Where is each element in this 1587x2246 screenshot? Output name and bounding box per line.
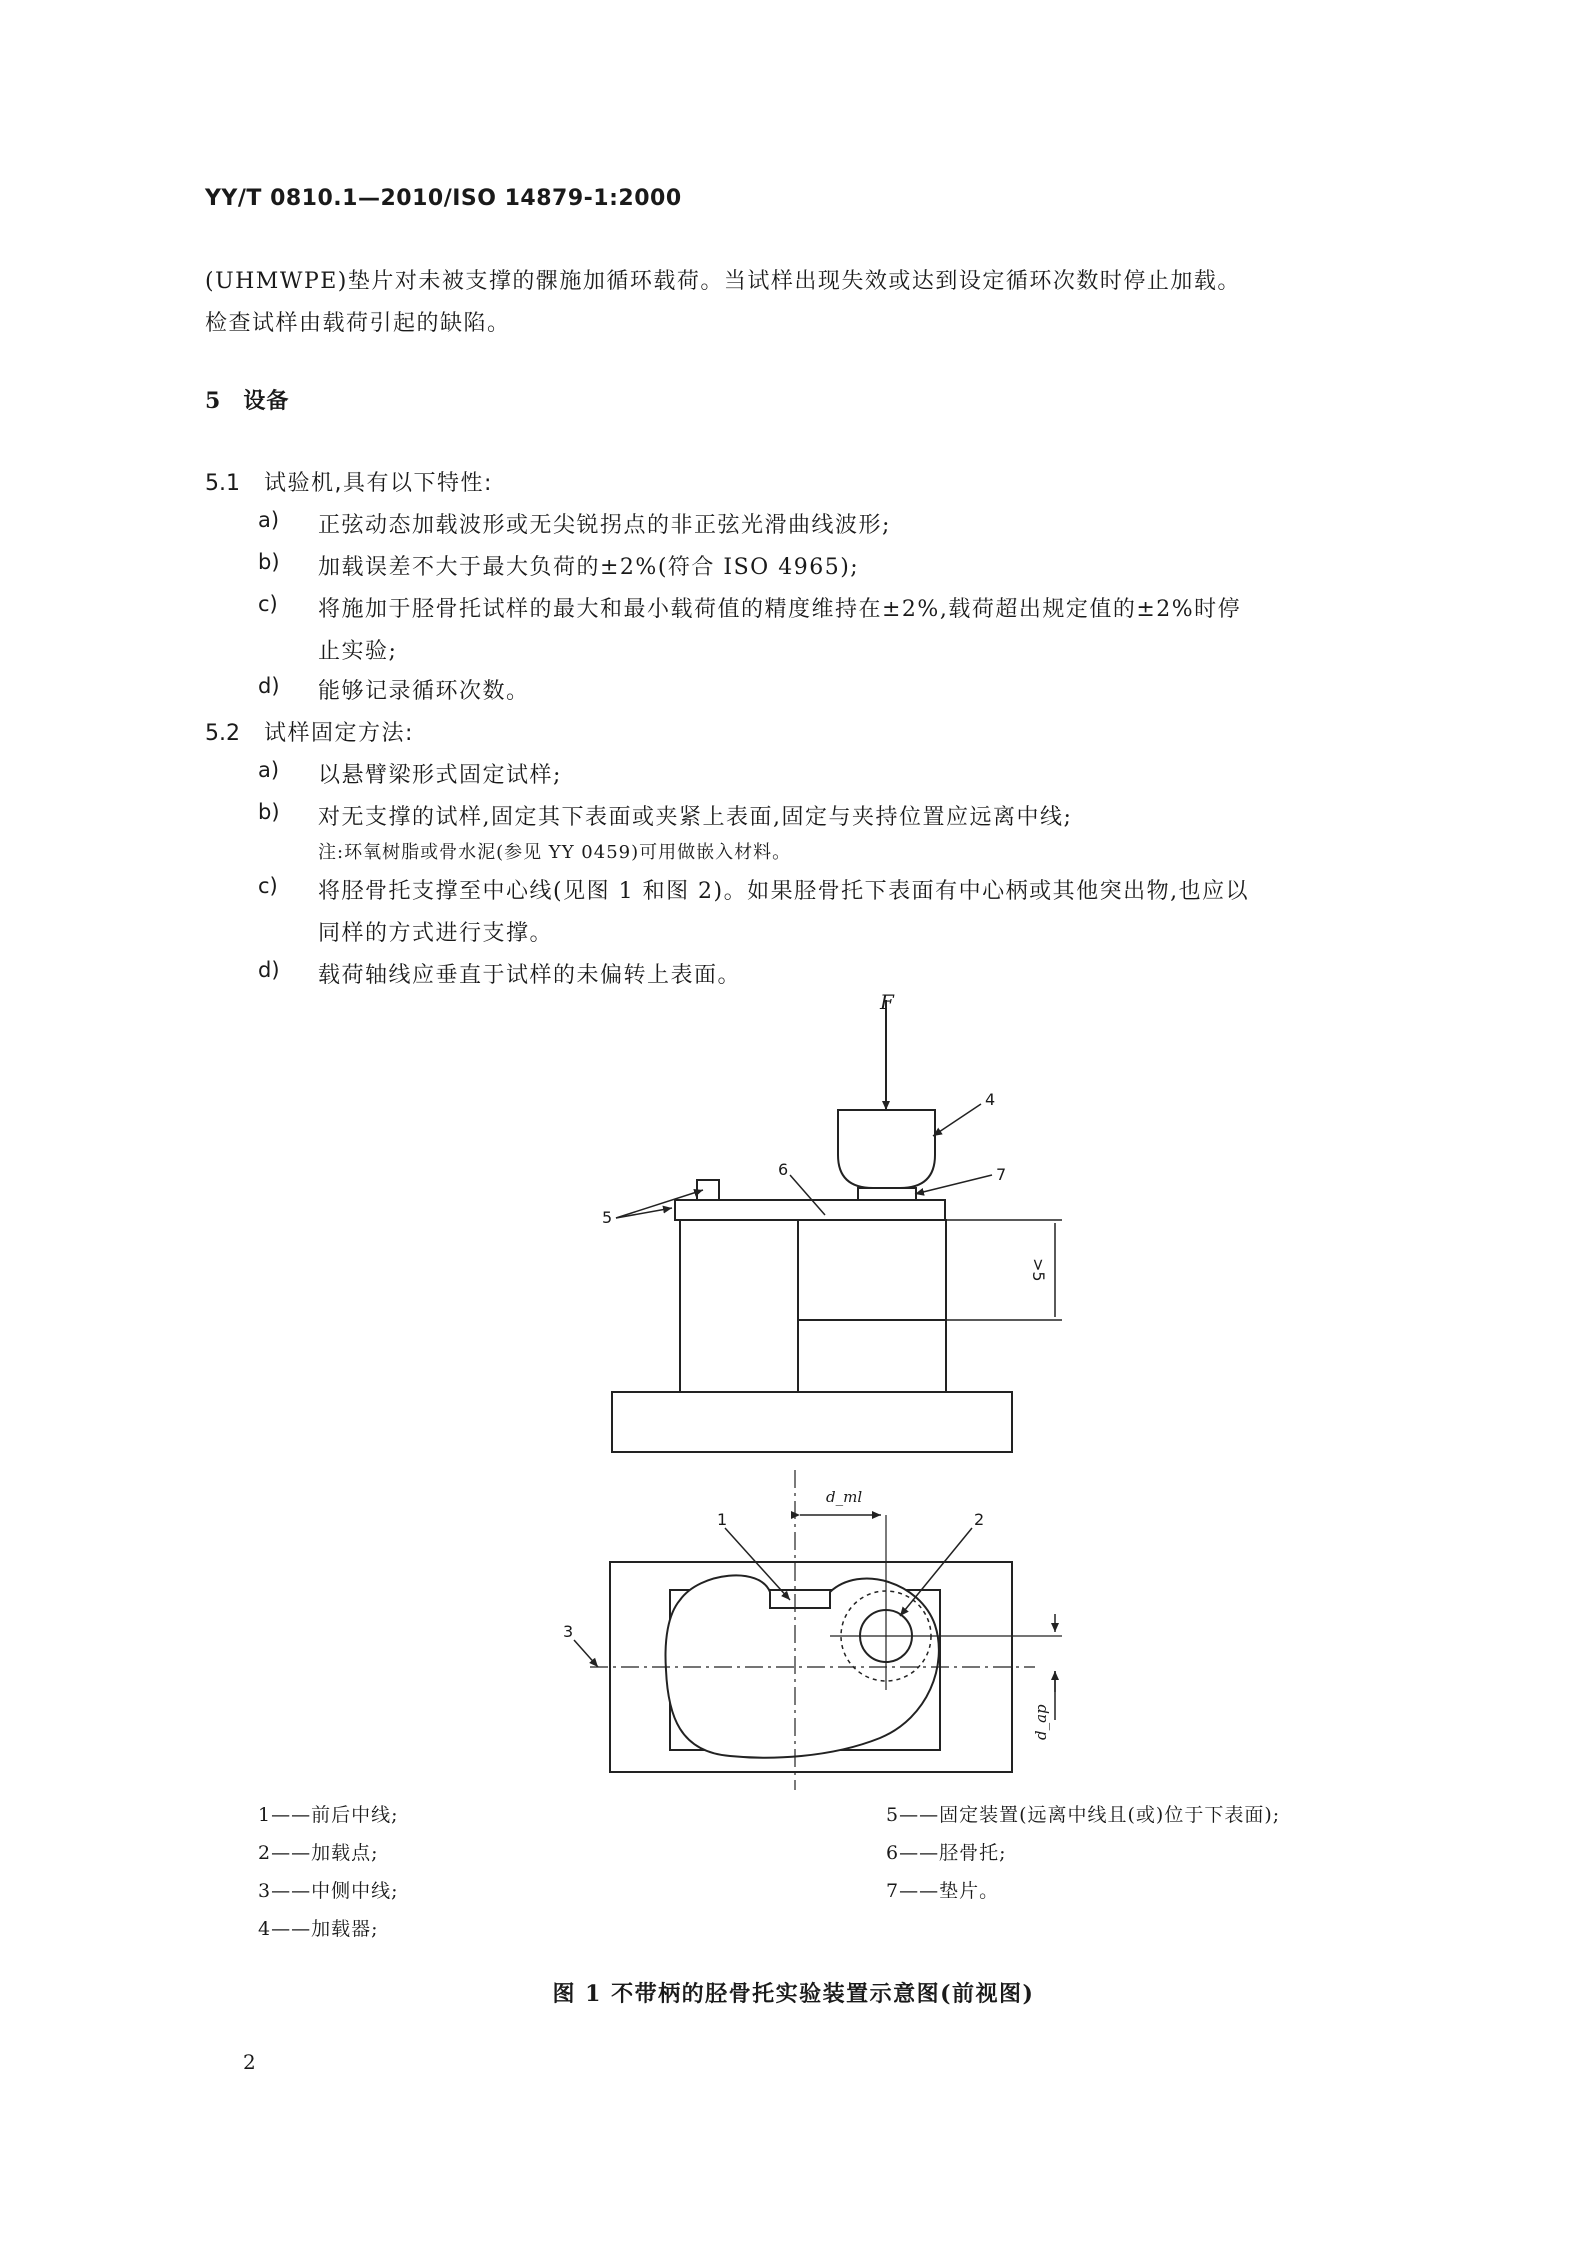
callout-3: 3: [563, 1622, 574, 1641]
callout-7: 7: [996, 1165, 1007, 1184]
s51-item-b-label: b): [258, 550, 280, 574]
leader-3: [574, 1640, 598, 1667]
force-label: F: [880, 990, 894, 1014]
right-support-column: [798, 1320, 946, 1392]
legend-item-7: 7——垫片。: [886, 1880, 1000, 1902]
standard-header: YY/T 0810.1—2010/ISO 14879-1:2000: [205, 186, 682, 211]
tibial-tray-plate: [675, 1200, 945, 1220]
callout-1: 1: [717, 1510, 728, 1529]
clamp-block: [697, 1180, 719, 1200]
s52-item-a-text: 以悬臂梁形式固定试样;: [318, 763, 562, 788]
s51-item-c-label: c): [258, 592, 278, 616]
legend-item-5: 5——固定装置(远离中线且(或)位于下表面);: [886, 1804, 1281, 1826]
s52-item-b-label: b): [258, 800, 280, 824]
legend-item-4: 4——加载器;: [258, 1918, 379, 1940]
section-5-title: 设备: [243, 388, 290, 414]
callout-2: 2: [974, 1510, 985, 1529]
s52-item-b-text: 对无支撑的试样,固定其下表面或夹紧上表面,固定与夹持位置应远离中线;: [318, 805, 1073, 830]
page-number: 2: [243, 2050, 256, 2074]
legend-item-1: 1——前后中线;: [258, 1804, 399, 1826]
callout-5: 5: [602, 1208, 613, 1227]
leader-4: [933, 1104, 981, 1136]
s52-item-c-text: 将胫骨托支撑至中心线(见图 1 和图 2)。如果胫骨托下表面有中心柄或其他突出物,也应以: [318, 879, 1250, 904]
leader-2: [900, 1528, 972, 1616]
leader-7: [915, 1175, 992, 1194]
callout-6: 6: [778, 1160, 789, 1179]
s51-item-c-text-cont: 止实验;: [318, 639, 398, 664]
s51-item-c-text: 将施加于胫骨托试样的最大和最小载荷值的精度维持在±2%,载荷超出规定值的±2%时停: [318, 597, 1242, 622]
s51-number: 5.1: [205, 471, 240, 496]
figure-caption: 图 1 不带柄的胫骨托实验装置示意图(前视图): [552, 1981, 1035, 2007]
s52-title: 试样固定方法:: [264, 721, 414, 746]
dim-gt5-label: >5: [1029, 1258, 1048, 1282]
legend-item-6: 6——胫骨托;: [886, 1842, 1007, 1864]
s52-item-d-text: 载荷轴线应垂直于试样的未偏转上表面。: [318, 963, 742, 988]
pad-insert: [858, 1188, 916, 1200]
s52-item-c-text-cont: 同样的方式进行支撑。: [318, 921, 554, 946]
dim-dap-label: d_ap: [1032, 1704, 1050, 1740]
s52-number: 5.2: [205, 721, 240, 746]
s52-note: 注:环氧树脂或骨水泥(参见 YY 0459)可用做嵌入材料。: [318, 842, 792, 863]
leader-6: [790, 1175, 825, 1215]
s52-item-c-label: c): [258, 874, 278, 898]
s51-item-a-text: 正弦动态加载波形或无尖锐拐点的非正弦光滑曲线波形;: [318, 513, 891, 538]
dim-dml-label: d_ml: [826, 1488, 863, 1506]
s51-title: 试验机,具有以下特性:: [264, 471, 493, 496]
intro-line-2: 检查试样由载荷引起的缺陷。: [205, 311, 511, 336]
legend-item-2: 2——加载点;: [258, 1842, 379, 1864]
s51-item-b-text: 加载误差不大于最大负荷的±2%(符合 ISO 4965);: [318, 555, 860, 580]
callout-4: 4: [985, 1090, 996, 1109]
s51-item-d-label: d): [258, 674, 280, 698]
base-plate: [612, 1392, 1012, 1452]
leader-5a: [616, 1190, 703, 1218]
intro-line-1: (UHMWPE)垫片对未被支撑的髁施加循环载荷。当试样出现失效或达到设定循环次数时停止加载。: [205, 269, 1241, 294]
s51-item-a-label: a): [258, 508, 280, 532]
loader-cup: [838, 1110, 935, 1188]
left-support-column: [680, 1220, 798, 1392]
section-5-number: 5: [205, 388, 222, 414]
s52-item-a-label: a): [258, 758, 280, 782]
legend-item-3: 3——中侧中线;: [258, 1880, 399, 1902]
s51-item-d-text: 能够记录循环次数。: [318, 679, 530, 704]
offset-region: [798, 1220, 946, 1320]
s52-item-d-label: d): [258, 958, 280, 982]
